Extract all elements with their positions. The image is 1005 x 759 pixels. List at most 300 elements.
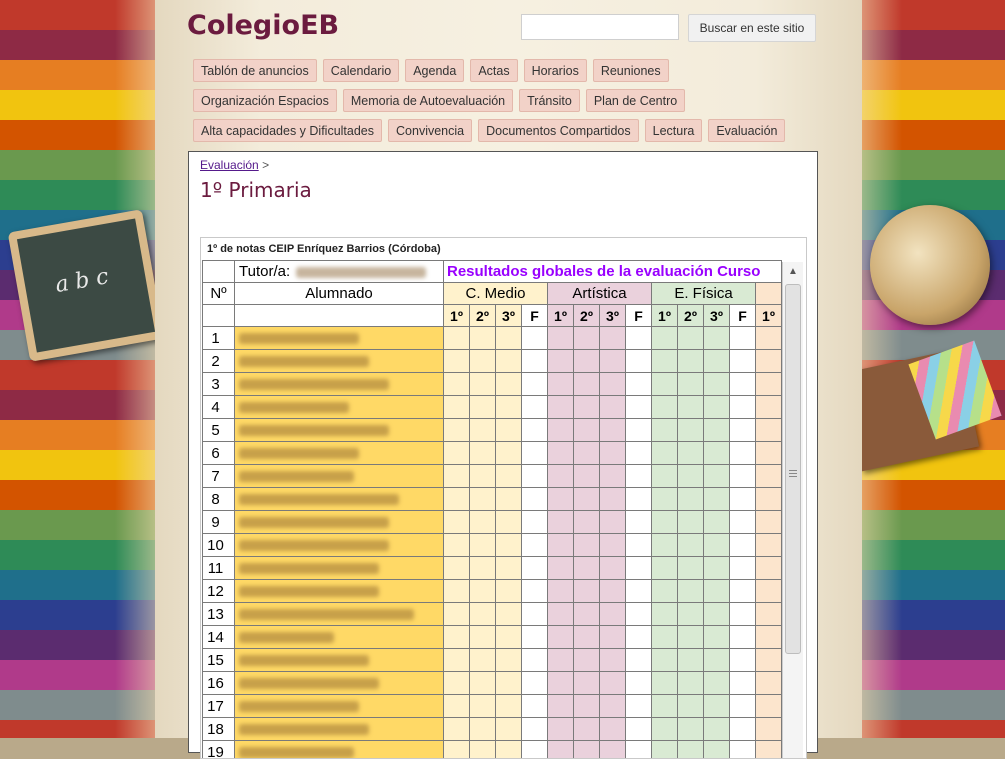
results-title: Resultados globales de la evaluación Curso [444,261,782,283]
student-name-redacted [235,695,444,718]
grade-cell [652,327,678,350]
grade-cell [652,649,678,672]
scroll-up-icon[interactable]: ▲ [783,262,803,282]
grade-cell [574,442,600,465]
term-header: F [522,305,548,327]
grade-cell [600,580,626,603]
grade-cell [548,557,574,580]
nav-item[interactable]: Convivencia [388,119,472,142]
grade-cell [626,672,652,695]
grade-cell [496,695,522,718]
grade-cell [574,649,600,672]
grade-cell [756,350,782,373]
grade-cell [730,488,756,511]
student-name-redacted [235,649,444,672]
student-name-redacted [235,603,444,626]
grade-cell [756,465,782,488]
grade-cell [444,396,470,419]
grade-cell [730,626,756,649]
grade-cell [496,672,522,695]
grade-cell [704,741,730,759]
grade-cell [730,511,756,534]
nav-item[interactable]: Evaluación [708,119,785,142]
grade-cell [522,373,548,396]
nav-row-1 [193,59,669,81]
grade-cell [496,465,522,488]
grade-cell [470,741,496,759]
grade-cell [704,557,730,580]
grade-cell [444,718,470,741]
breadcrumb-separator: > [262,158,269,172]
grade-cell [626,557,652,580]
table-cell [235,305,444,327]
table-row [203,442,782,465]
table-row [203,695,782,718]
nav-item[interactable]: Reuniones [593,59,669,82]
grade-cell [574,580,600,603]
grade-cell [756,718,782,741]
header-row-subjects [203,283,782,305]
grade-cell [600,465,626,488]
grade-cell [704,695,730,718]
grade-cell [730,557,756,580]
grade-cell [574,465,600,488]
redacted-text [239,586,379,597]
grade-cell [756,327,782,350]
grade-cell [522,741,548,759]
nav-item[interactable]: Documentos Compartidos [478,119,639,142]
grade-cell [652,718,678,741]
grade-cell [704,350,730,373]
grade-cell [548,695,574,718]
header-row-terms [203,305,782,327]
grade-cell [678,649,704,672]
student-name-redacted [235,672,444,695]
nav-item[interactable]: Horarios [524,59,587,82]
grade-cell [756,672,782,695]
grade-cell [678,442,704,465]
grade-cell [470,350,496,373]
grade-cell [470,695,496,718]
grade-cell [678,718,704,741]
grade-cell [496,649,522,672]
grade-cell [756,396,782,419]
grade-cell [730,534,756,557]
grade-cell [626,442,652,465]
grade-cell [730,741,756,759]
nav-row-2 [193,89,685,111]
grade-cell [470,534,496,557]
grade-cell [704,419,730,442]
grades-table [202,260,782,759]
grade-cell [574,511,600,534]
grade-cell [756,373,782,396]
grade-cell [522,580,548,603]
grade-cell [496,626,522,649]
grade-cell [652,442,678,465]
grade-cell [444,511,470,534]
row-number: 11 [203,557,235,580]
grade-cell [756,695,782,718]
grade-cell [678,350,704,373]
nav-item[interactable]: Tránsito [519,89,580,112]
grade-cell [496,603,522,626]
term-header: 3º [496,305,522,327]
grade-cell [574,695,600,718]
grade-cell [574,327,600,350]
grade-cell [444,419,470,442]
grade-cell [600,557,626,580]
grade-cell [626,718,652,741]
grade-cell [574,534,600,557]
grade-cell [522,327,548,350]
subject-header: E. Física [652,283,756,305]
grade-cell [652,557,678,580]
row-number: 1 [203,327,235,350]
grade-cell [756,557,782,580]
table-row [203,373,782,396]
grade-cell [496,741,522,759]
site-title[interactable]: ColegioEB [187,10,339,41]
grade-cell [730,396,756,419]
grade-cell [522,672,548,695]
nav-item[interactable]: Agenda [405,59,464,82]
nav-item[interactable]: Tablón de anuncios [193,59,317,82]
table-row [203,557,782,580]
redacted-text [239,747,354,758]
grade-cell [704,580,730,603]
grade-cell [522,626,548,649]
grade-cell [444,373,470,396]
chalkboard-image: a b c [8,209,155,362]
redacted-text [239,402,349,413]
grade-cell [574,557,600,580]
grade-cell [704,534,730,557]
nav-item[interactable]: Plan de Centro [586,89,685,112]
redacted-text [239,563,379,574]
row-number: 10 [203,534,235,557]
grade-cell [444,649,470,672]
grade-cell [574,350,600,373]
nav-item[interactable]: Memoria de Autoevaluación [343,89,513,112]
grade-cell [626,373,652,396]
grade-cell [522,465,548,488]
grade-cell [522,442,548,465]
grade-cell [756,626,782,649]
grade-cell [730,465,756,488]
term-header: 1º [756,305,782,327]
grade-cell [626,488,652,511]
grade-cell [600,396,626,419]
table-row [203,649,782,672]
row-number: 14 [203,626,235,649]
term-header: 3º [704,305,730,327]
grade-cell [444,465,470,488]
grade-cell [496,442,522,465]
grade-cell [730,442,756,465]
breadcrumb [200,158,269,172]
grade-cell [600,649,626,672]
row-number: 12 [203,580,235,603]
grade-cell [444,695,470,718]
grade-cell [626,603,652,626]
grade-cell [470,672,496,695]
grade-cell [522,557,548,580]
term-header: 2º [574,305,600,327]
table-cell [756,283,782,305]
grade-cell [574,488,600,511]
grade-cell [522,534,548,557]
grade-cell [522,511,548,534]
student-name-redacted [235,626,444,649]
grade-cell [470,396,496,419]
grade-cell [678,695,704,718]
table-row [203,327,782,350]
grade-cell [470,419,496,442]
grade-cell [444,557,470,580]
grade-cell [600,718,626,741]
grade-cell [730,580,756,603]
grade-cell [548,419,574,442]
grade-cell [704,373,730,396]
table-cell [203,261,235,283]
grade-cell [444,350,470,373]
grade-cell [548,603,574,626]
grade-cell [548,741,574,759]
grade-cell [626,649,652,672]
table-row [203,465,782,488]
subject-header: C. Medio [444,283,548,305]
grade-cell [444,672,470,695]
grade-cell [548,534,574,557]
term-header: 1º [548,305,574,327]
grade-cell [730,649,756,672]
grade-cell [704,327,730,350]
grade-cell [730,603,756,626]
scrollbar-thumb[interactable] [785,284,801,654]
grade-cell [600,419,626,442]
redacted-text [239,678,379,689]
row-number: 7 [203,465,235,488]
grade-cell [626,350,652,373]
embedded-spreadsheet[interactable] [200,237,807,759]
grade-cell [600,488,626,511]
grade-cell [574,672,600,695]
grade-cell [730,327,756,350]
grade-cell [444,741,470,759]
grade-cell [730,373,756,396]
grade-cell [522,396,548,419]
table-cell [203,305,235,327]
grade-cell [652,350,678,373]
grade-cell [470,718,496,741]
grade-cell [470,649,496,672]
grade-cell [704,465,730,488]
search-input[interactable] [521,14,679,40]
student-name-redacted [235,419,444,442]
row-number: 18 [203,718,235,741]
grade-cell [470,327,496,350]
grade-cell [470,580,496,603]
grade-cell [444,442,470,465]
redacted-text [239,425,389,436]
grade-cell [548,373,574,396]
grade-cell [600,741,626,759]
grade-cell [548,626,574,649]
redacted-text [239,609,414,620]
redacted-text [239,540,389,551]
header-row-tutor [203,261,782,283]
grade-cell [678,396,704,419]
grade-cell [678,741,704,759]
redacted-text [239,448,359,459]
row-number: 8 [203,488,235,511]
redacted-text [239,655,369,666]
grade-cell [626,580,652,603]
grade-cell [548,465,574,488]
grade-cell [574,741,600,759]
grade-cell [600,626,626,649]
grade-cell [496,327,522,350]
grade-cell [496,718,522,741]
grade-cell [730,419,756,442]
page-title: 1º Primaria [200,178,312,202]
grade-cell [704,396,730,419]
grade-cell [704,603,730,626]
table-row [203,626,782,649]
grade-cell [652,534,678,557]
grade-cell [522,488,548,511]
grade-cell [626,327,652,350]
grade-cell [678,557,704,580]
grade-cell [652,603,678,626]
grade-cell [730,718,756,741]
grade-cell [600,511,626,534]
redacted-text [239,471,354,482]
row-number: 9 [203,511,235,534]
row-number: 13 [203,603,235,626]
grade-cell [730,350,756,373]
grade-cell [496,350,522,373]
grade-cell [470,557,496,580]
search-button[interactable]: Buscar en este sitio [688,14,816,42]
main-content [188,151,818,753]
nav-item[interactable]: Lectura [645,119,703,142]
grade-cell [600,350,626,373]
grade-cell [626,741,652,759]
grade-cell [496,396,522,419]
term-header: 1º [652,305,678,327]
grade-cell [444,327,470,350]
grade-cell [652,741,678,759]
student-name-redacted [235,534,444,557]
redacted-text [239,356,369,367]
grade-cell [678,511,704,534]
nav-item[interactable]: Calendario [323,59,399,82]
grade-cell [704,626,730,649]
row-number: 19 [203,741,235,759]
student-name-redacted [235,442,444,465]
grade-cell [574,396,600,419]
grade-cell [496,580,522,603]
table-row [203,718,782,741]
grade-cell [652,488,678,511]
grade-cell [470,511,496,534]
student-name-redacted [235,488,444,511]
grade-cell [548,580,574,603]
grade-cell [548,718,574,741]
student-name-redacted [235,350,444,373]
vertical-scrollbar[interactable] [782,262,803,758]
grade-cell [678,626,704,649]
grade-cell [574,603,600,626]
grade-cell [652,511,678,534]
grade-cell [522,603,548,626]
grade-cell [496,488,522,511]
breadcrumb-link-evaluacion[interactable]: Evaluación [200,158,259,172]
row-number: 3 [203,373,235,396]
grade-cell [444,488,470,511]
table-row [203,419,782,442]
grade-cell [756,511,782,534]
row-number: 17 [203,695,235,718]
nav-item[interactable]: Actas [470,59,517,82]
term-header: 2º [470,305,496,327]
grade-cell [600,442,626,465]
student-name-redacted [235,557,444,580]
grade-cell [678,603,704,626]
grade-cell [652,373,678,396]
student-name-redacted [235,465,444,488]
grade-cell [704,672,730,695]
tutor-label: Tutor/a: [235,261,444,283]
grade-cell [496,419,522,442]
grade-cell [496,557,522,580]
nav-item[interactable]: Organización Espacios [193,89,337,112]
grade-cell [652,626,678,649]
grade-cell [548,327,574,350]
grade-cell [444,626,470,649]
redacted-text [239,701,359,712]
grade-cell [470,488,496,511]
grade-cell [678,672,704,695]
grade-cell [704,718,730,741]
nav-row-3 [193,119,785,141]
grade-cell [548,488,574,511]
left-pencils-decoration [0,0,155,738]
grade-cell [470,603,496,626]
row-number: 5 [203,419,235,442]
grade-cell [600,373,626,396]
grade-cell [652,695,678,718]
grade-cell [626,626,652,649]
grade-cell [470,442,496,465]
grade-cell [548,396,574,419]
nav-item[interactable]: Alta capacidades y Dificultades [193,119,382,142]
grade-cell [704,488,730,511]
grade-cell [548,350,574,373]
grade-cell [756,649,782,672]
redacted-text [239,494,399,505]
table-row [203,534,782,557]
grade-cell [678,580,704,603]
subject-header: Artística [548,283,652,305]
student-name-redacted [235,396,444,419]
grade-cell [756,419,782,442]
header-students: Alumnado [235,283,444,305]
term-header: 1º [444,305,470,327]
grade-cell [548,672,574,695]
